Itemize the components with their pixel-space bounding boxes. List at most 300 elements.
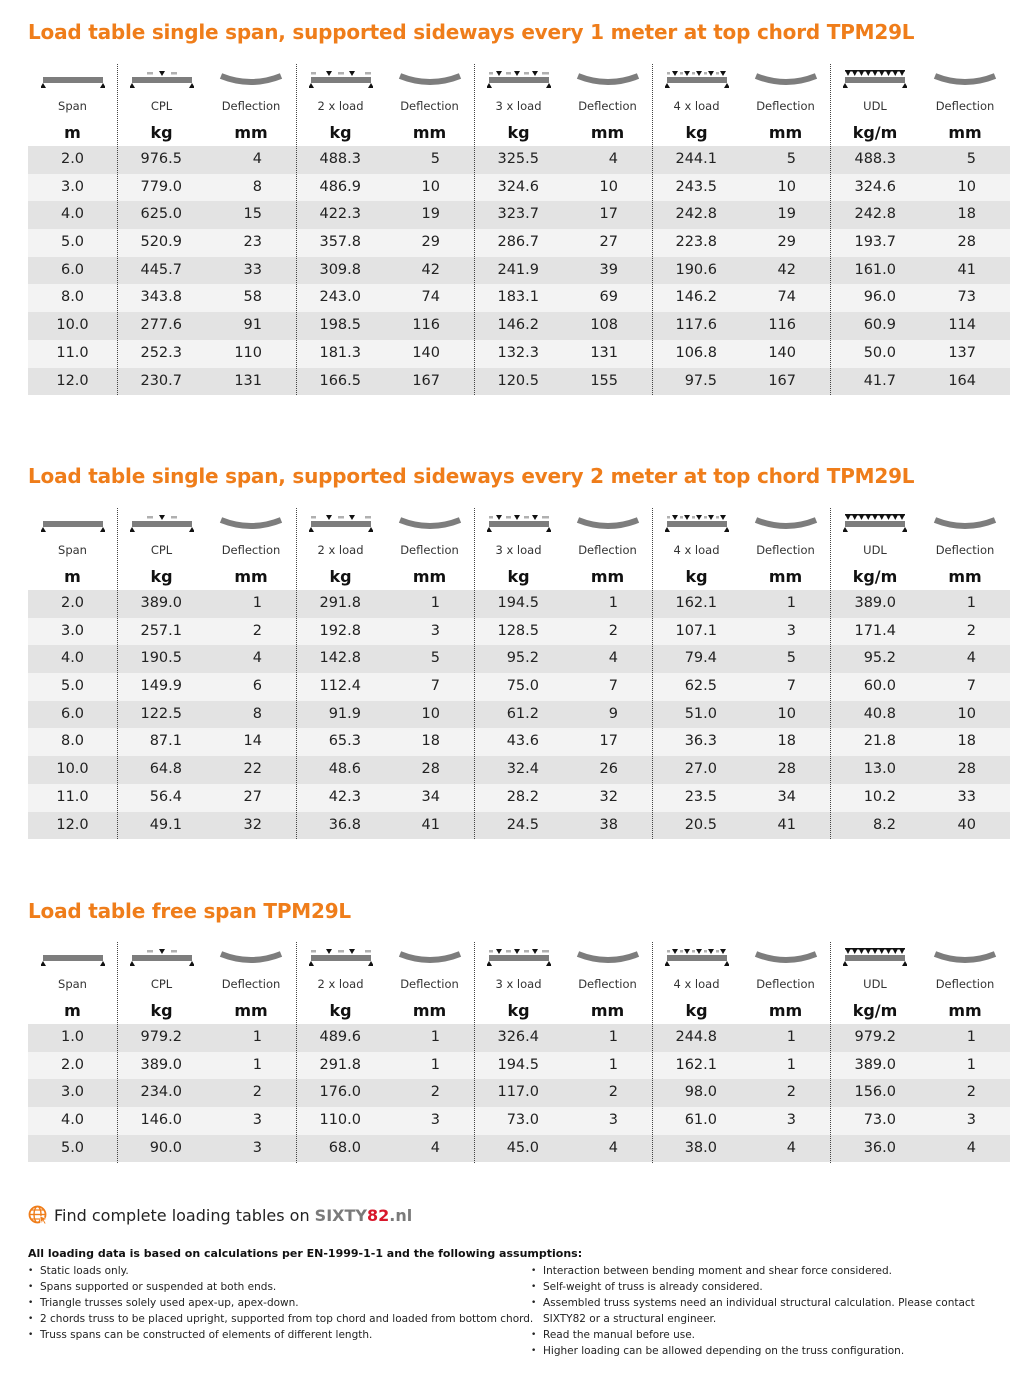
cell-udl: 60.9	[863, 317, 896, 334]
brand-82: 82	[366, 1205, 390, 1225]
column-divider	[474, 64, 475, 395]
cell-cpl-deflection: 6	[252, 678, 262, 695]
cell-two-load: 488.3	[319, 151, 361, 167]
cell-two-load: 357.8	[319, 234, 361, 251]
cell-udl-deflection: 4	[966, 650, 976, 667]
cell-two-load-deflection: 167	[412, 372, 440, 389]
cell-four-load: 79.4	[684, 650, 717, 667]
cell-cpl: 49.1	[149, 816, 182, 833]
cell-four-load-deflection: 10	[777, 705, 796, 722]
cell-four-load-deflection: 1	[786, 1056, 796, 1073]
cell-span: 12.0	[56, 816, 89, 833]
cell-two-load: 243.0	[319, 289, 361, 306]
cell-three-load-deflection: 1	[608, 1029, 618, 1045]
cell-three-load: 95.2	[506, 650, 539, 667]
cell-span: 3.0	[60, 178, 85, 195]
cell-cpl-deflection: 131	[234, 372, 262, 389]
cell-span: 4.0	[60, 650, 85, 667]
deflection-curve-icon	[741, 64, 830, 94]
column-label-udl: UDL	[863, 543, 887, 557]
cell-three-load-deflection: 7	[608, 678, 618, 695]
column-label-row	[28, 94, 1010, 118]
cell-cpl: 277.6	[140, 317, 182, 334]
cell-three-load: 24.5	[506, 816, 539, 833]
column-label-row	[28, 538, 1010, 562]
cell-four-load-deflection: 41	[777, 816, 796, 833]
cell-three-load-deflection: 1	[608, 1056, 618, 1073]
column-unit-two-load: kg	[329, 1000, 352, 1020]
cell-cpl-deflection: 110	[234, 344, 262, 361]
link-text: Find complete loading tables on	[54, 1205, 315, 1225]
column-divider	[830, 942, 831, 1163]
column-unit-two-load-deflection: mm	[412, 122, 447, 142]
cell-two-load-deflection: 2	[430, 1084, 440, 1101]
cell-three-load: 28.2	[506, 788, 539, 805]
cell-cpl: 976.5	[140, 151, 182, 167]
cell-three-load: 241.9	[497, 261, 539, 278]
cell-four-load: 244.8	[675, 1029, 717, 1045]
section-title: Load table single span, supported sideways every 1 meter at top chord TPM29L	[28, 20, 915, 44]
cell-three-load-deflection: 2	[608, 622, 618, 639]
note-item: • Assembled truss systems need an individual structural calculation. Please contact SIXTY82 or a structural engineer.	[531, 1295, 1001, 1327]
cell-three-load-deflection: 27	[599, 234, 618, 251]
column-label-cpl-deflection: Deflection	[221, 99, 281, 113]
column-label-span: Span	[58, 99, 87, 113]
column-label-two-load-deflection: Deflection	[400, 543, 459, 557]
cell-four-load: 106.8	[675, 344, 717, 361]
column-unit-three-load: kg	[507, 566, 530, 586]
cell-span: 5.0	[60, 1139, 85, 1156]
cell-udl-deflection: 7	[966, 678, 976, 695]
deflection-curve-icon	[206, 942, 296, 972]
cell-udl-deflection: 10	[957, 705, 976, 722]
column-unit-udl-deflection: mm	[948, 566, 982, 586]
cell-three-load: 117.0	[497, 1084, 539, 1101]
column-unit-udl-deflection: mm	[948, 1000, 982, 1020]
notes-heading: All loading data is based on calculations per EN-1999-1-1 and the following assumptions:	[28, 1247, 583, 1260]
cell-two-load: 486.9	[319, 178, 361, 195]
cell-four-load-deflection: 5	[786, 650, 796, 667]
cell-two-load: 68.0	[328, 1139, 361, 1156]
cell-span: 2.0	[60, 151, 85, 167]
column-label-cpl-deflection: Deflection	[221, 977, 281, 991]
cell-four-load: 36.3	[684, 733, 717, 750]
cell-four-load-deflection: 1	[786, 1029, 796, 1045]
cell-udl: 13.0	[863, 761, 896, 778]
cell-two-load: 91.9	[328, 705, 361, 722]
column-label-cpl: CPL	[150, 99, 173, 113]
deflection-curve-icon	[206, 508, 296, 538]
deflection-curve-icon	[206, 64, 296, 94]
cell-two-load: 291.8	[319, 595, 361, 611]
cell-three-load-deflection: 4	[608, 650, 618, 667]
cell-four-load-deflection: 167	[768, 372, 796, 389]
cell-four-load-deflection: 2	[786, 1084, 796, 1101]
column-label-row	[28, 972, 1010, 996]
column-divider	[652, 64, 653, 395]
cell-three-load-deflection: 9	[608, 705, 618, 722]
cell-three-load-deflection: 69	[599, 289, 618, 306]
cell-two-load-deflection: 7	[430, 678, 440, 695]
cell-four-load-deflection: 42	[777, 261, 796, 278]
table-row	[28, 229, 1010, 257]
span-beam-icon	[28, 64, 117, 94]
column-unit-two-load: kg	[329, 566, 352, 586]
cell-two-load: 181.3	[319, 344, 361, 361]
cell-two-load-deflection: 5	[430, 151, 440, 167]
cell-cpl-deflection: 33	[243, 261, 262, 278]
cell-cpl: 343.8	[140, 289, 182, 306]
cell-udl: 50.0	[863, 344, 896, 361]
three-load-beam-icon	[474, 508, 563, 538]
cell-udl: 171.4	[854, 622, 896, 639]
column-label-three-load-deflection: Deflection	[578, 543, 637, 557]
cell-four-load: 162.1	[675, 595, 717, 611]
column-unit-three-load-deflection: mm	[590, 122, 625, 142]
cell-udl: 41.7	[863, 372, 896, 389]
cell-two-load-deflection: 34	[421, 788, 440, 805]
column-label-span: Span	[58, 543, 87, 557]
table-row	[28, 146, 1010, 174]
cell-three-load: 325.5	[497, 151, 539, 167]
cell-four-load: 242.8	[675, 206, 717, 223]
column-label-udl: UDL	[863, 977, 887, 991]
cell-four-load: 20.5	[684, 816, 717, 833]
cell-four-load: 51.0	[684, 705, 717, 722]
column-unit-cpl: kg	[150, 1000, 173, 1020]
cell-cpl-deflection: 22	[243, 761, 262, 778]
cell-cpl: 625.0	[140, 206, 182, 223]
column-divider	[830, 64, 831, 395]
column-unit-three-load: kg	[507, 122, 530, 142]
cell-four-load: 107.1	[675, 622, 717, 639]
cell-three-load: 326.4	[497, 1029, 539, 1045]
cell-cpl-deflection: 14	[243, 733, 262, 750]
icon-row	[28, 64, 1010, 94]
deflection-curve-icon	[563, 64, 652, 94]
cell-udl: 10.2	[863, 788, 896, 805]
column-unit-four-load: kg	[685, 566, 708, 586]
column-divider	[474, 508, 475, 839]
table-row	[28, 1024, 1010, 1052]
brand-sixty: SIXTY	[314, 1205, 367, 1225]
column-label-three-load: 3 x load	[495, 977, 542, 991]
column-divider	[117, 942, 118, 1163]
cell-two-load-deflection: 3	[430, 1112, 440, 1129]
cell-three-load: 183.1	[497, 289, 539, 306]
cell-cpl: 520.9	[140, 234, 182, 251]
table-row	[28, 312, 1010, 340]
cell-cpl-deflection: 23	[243, 234, 262, 251]
table-row	[28, 340, 1010, 368]
cell-two-load-deflection: 4	[430, 1139, 440, 1156]
cell-cpl-deflection: 58	[243, 289, 262, 306]
cell-span: 10.0	[56, 317, 89, 334]
cell-two-load: 48.6	[328, 761, 361, 778]
table-row	[28, 1135, 1010, 1163]
cell-udl: 73.0	[863, 1112, 896, 1129]
cell-three-load: 61.2	[506, 705, 539, 722]
cell-cpl: 190.5	[140, 650, 182, 667]
column-label-udl-deflection: Deflection	[935, 543, 995, 557]
cell-udl: 488.3	[854, 151, 896, 167]
column-label-two-load: 2 x load	[317, 977, 364, 991]
cell-udl-deflection: 4	[966, 1139, 976, 1156]
cell-udl-deflection: 28	[957, 234, 976, 251]
deflection-curve-icon	[920, 942, 1010, 972]
cell-cpl: 64.8	[149, 761, 182, 778]
cell-cpl-deflection: 4	[252, 151, 262, 167]
cell-cpl-deflection: 1	[252, 595, 262, 611]
cell-three-load-deflection: 4	[608, 1139, 618, 1156]
column-label-udl-deflection: Deflection	[935, 99, 995, 113]
cell-span: 6.0	[60, 261, 85, 278]
cell-four-load: 223.8	[675, 234, 717, 251]
cell-cpl: 122.5	[140, 705, 182, 722]
column-unit-two-load: kg	[329, 122, 352, 142]
cell-cpl: 146.0	[140, 1112, 182, 1129]
span-beam-icon	[28, 508, 117, 538]
cell-udl-deflection: 2	[966, 1084, 976, 1101]
cell-cpl: 257.1	[140, 622, 182, 639]
website-link[interactable]	[28, 1205, 412, 1225]
note-item: • Interaction between bending moment and shear force considered.	[531, 1263, 1001, 1279]
column-label-four-load-deflection: Deflection	[756, 977, 815, 991]
cell-three-load-deflection: 2	[608, 1084, 618, 1101]
column-label-two-load: 2 x load	[317, 99, 364, 113]
column-unit-cpl-deflection: mm	[234, 1000, 268, 1020]
cell-two-load-deflection: 74	[421, 289, 440, 306]
table-row	[28, 1052, 1010, 1080]
cell-two-load: 65.3	[328, 733, 361, 750]
note-item: • Self-weight of truss is already considered.	[531, 1279, 1001, 1295]
cell-four-load-deflection: 3	[786, 1112, 796, 1129]
deflection-curve-icon	[741, 942, 830, 972]
cell-four-load-deflection: 28	[777, 761, 796, 778]
column-label-three-load-deflection: Deflection	[578, 99, 637, 113]
column-unit-four-load: kg	[685, 122, 708, 142]
column-divider	[474, 942, 475, 1163]
column-label-four-load: 4 x load	[673, 543, 720, 557]
note-item: • Static loads only.	[28, 1263, 533, 1279]
three-load-beam-icon	[474, 64, 563, 94]
cell-four-load-deflection: 5	[786, 151, 796, 167]
cell-two-load: 489.6	[319, 1029, 361, 1045]
column-label-four-load-deflection: Deflection	[756, 543, 815, 557]
cpl-beam-icon	[117, 64, 206, 94]
cell-span: 2.0	[60, 595, 85, 611]
cell-udl: 95.2	[863, 650, 896, 667]
cell-three-load-deflection: 4	[608, 151, 618, 167]
cell-span: 1.0	[60, 1029, 85, 1045]
table-row	[28, 673, 1010, 701]
table-row	[28, 728, 1010, 756]
deflection-curve-icon	[920, 508, 1010, 538]
cell-cpl: 252.3	[140, 344, 182, 361]
column-unit-four-load-deflection: mm	[768, 1000, 803, 1020]
cell-three-load-deflection: 10	[599, 178, 618, 195]
cell-two-load: 110.0	[319, 1112, 361, 1129]
cell-four-load-deflection: 140	[768, 344, 796, 361]
cell-three-load-deflection: 1	[608, 595, 618, 611]
note-item: • Triangle trusses solely used apex-up, apex-down.	[28, 1295, 533, 1311]
table-row	[28, 784, 1010, 812]
cell-two-load: 192.8	[319, 622, 361, 639]
cell-four-load: 117.6	[675, 317, 717, 334]
column-label-four-load: 4 x load	[673, 99, 720, 113]
table-row	[28, 1079, 1010, 1107]
cell-span: 2.0	[60, 1056, 85, 1073]
cell-three-load-deflection: 38	[599, 816, 618, 833]
cell-udl: 60.0	[863, 678, 896, 695]
cell-three-load: 73.0	[506, 1112, 539, 1129]
table-row	[28, 618, 1010, 646]
column-unit-cpl: kg	[150, 122, 173, 142]
column-unit-two-load-deflection: mm	[412, 1000, 447, 1020]
cell-four-load-deflection: 4	[786, 1139, 796, 1156]
cell-udl-deflection: 41	[957, 261, 976, 278]
column-divider	[296, 508, 297, 839]
three-load-beam-icon	[474, 942, 563, 972]
cell-three-load: 286.7	[497, 234, 539, 251]
cell-span: 12.0	[56, 372, 89, 389]
cell-cpl-deflection: 1	[252, 1029, 262, 1045]
cell-cpl-deflection: 2	[252, 1084, 262, 1101]
cell-cpl-deflection: 4	[252, 650, 262, 667]
deflection-curve-icon	[385, 64, 474, 94]
cell-udl-deflection: 1	[966, 1029, 976, 1045]
span-beam-icon	[28, 942, 117, 972]
cpl-beam-icon	[117, 942, 206, 972]
column-unit-cpl: kg	[150, 566, 173, 586]
icon-row	[28, 508, 1010, 538]
cell-two-load-deflection: 1	[430, 1029, 440, 1045]
two-load-beam-icon	[296, 64, 385, 94]
cell-udl-deflection: 28	[957, 761, 976, 778]
cell-udl: 96.0	[863, 289, 896, 306]
cell-udl-deflection: 114	[948, 317, 976, 334]
cell-three-load: 324.6	[497, 178, 539, 195]
cell-udl-deflection: 10	[957, 178, 976, 195]
cell-udl-deflection: 73	[957, 289, 976, 306]
column-unit-row	[28, 118, 1010, 146]
cell-udl-deflection: 18	[957, 733, 976, 750]
cell-udl: 389.0	[854, 595, 896, 611]
cell-cpl-deflection: 27	[243, 788, 262, 805]
brand-domain: .nl	[389, 1205, 413, 1225]
two-load-beam-icon	[296, 942, 385, 972]
four-load-beam-icon	[652, 508, 741, 538]
cell-three-load: 128.5	[497, 622, 539, 639]
cpl-beam-icon	[117, 508, 206, 538]
column-label-cpl: CPL	[150, 977, 173, 991]
table-row	[28, 1107, 1010, 1135]
cell-span: 5.0	[60, 234, 85, 251]
cell-cpl-deflection: 2	[252, 622, 262, 639]
cell-span: 10.0	[56, 761, 89, 778]
table-row	[28, 174, 1010, 202]
column-divider	[296, 942, 297, 1163]
cell-cpl: 779.0	[140, 178, 182, 195]
cell-four-load: 162.1	[675, 1056, 717, 1073]
cell-two-load-deflection: 10	[421, 705, 440, 722]
cell-three-load-deflection: 3	[608, 1112, 618, 1129]
cell-two-load-deflection: 5	[430, 650, 440, 667]
udl-beam-icon	[830, 508, 920, 538]
column-label-span: Span	[58, 977, 87, 991]
two-load-beam-icon	[296, 508, 385, 538]
four-load-beam-icon	[652, 64, 741, 94]
cell-udl: 979.2	[854, 1029, 896, 1045]
cell-cpl: 56.4	[149, 788, 182, 805]
cell-cpl-deflection: 91	[243, 317, 262, 334]
cell-four-load-deflection: 18	[777, 733, 796, 750]
cell-four-load: 243.5	[675, 178, 717, 195]
column-unit-cpl-deflection: mm	[234, 122, 268, 142]
cell-three-load-deflection: 17	[599, 733, 618, 750]
cell-span: 11.0	[56, 788, 89, 805]
cell-span: 6.0	[60, 705, 85, 722]
section-title: Load table single span, supported sideways every 2 meter at top chord TPM29L	[28, 464, 915, 488]
notes-list-right	[531, 1263, 1001, 1359]
column-label-four-load: 4 x load	[673, 977, 720, 991]
cell-udl-deflection: 18	[957, 206, 976, 223]
cell-four-load: 27.0	[684, 761, 717, 778]
column-unit-four-load-deflection: mm	[768, 566, 803, 586]
cell-three-load: 194.5	[497, 1056, 539, 1073]
cell-three-load-deflection: 108	[590, 317, 618, 334]
cell-two-load: 142.8	[319, 650, 361, 667]
cell-cpl-deflection: 8	[252, 178, 262, 195]
column-unit-span: m	[64, 1000, 81, 1020]
cell-udl: 389.0	[854, 1056, 896, 1073]
cell-four-load: 98.0	[684, 1084, 717, 1101]
cell-udl-deflection: 164	[948, 372, 976, 389]
column-unit-four-load-deflection: mm	[768, 122, 803, 142]
cell-four-load: 62.5	[684, 678, 717, 695]
cell-cpl: 389.0	[140, 1056, 182, 1073]
column-divider	[652, 942, 653, 1163]
column-divider	[296, 64, 297, 395]
cell-four-load-deflection: 34	[777, 788, 796, 805]
cell-three-load: 146.2	[497, 317, 539, 334]
cell-udl: 36.0	[863, 1139, 896, 1156]
cell-udl-deflection: 5	[966, 151, 976, 167]
column-unit-two-load-deflection: mm	[412, 566, 447, 586]
cell-udl-deflection: 137	[948, 344, 976, 361]
cell-three-load-deflection: 131	[590, 344, 618, 361]
cell-four-load-deflection: 74	[777, 289, 796, 306]
note-item: • Truss spans can be constructed of elements of different length.	[28, 1327, 533, 1343]
cell-three-load-deflection: 39	[599, 261, 618, 278]
column-divider	[830, 508, 831, 839]
cell-udl: 242.8	[854, 206, 896, 223]
deflection-curve-icon	[563, 508, 652, 538]
cell-two-load-deflection: 1	[430, 1056, 440, 1073]
four-load-beam-icon	[652, 942, 741, 972]
column-unit-udl: kg/m	[852, 566, 898, 586]
table-row	[28, 812, 1010, 840]
column-label-three-load: 3 x load	[495, 543, 542, 557]
cell-four-load-deflection: 10	[777, 178, 796, 195]
cell-cpl: 149.9	[140, 678, 182, 695]
cell-four-load: 190.6	[675, 261, 717, 278]
cell-three-load: 120.5	[497, 372, 539, 389]
cell-two-load-deflection: 10	[421, 178, 440, 195]
cell-udl-deflection: 33	[957, 788, 976, 805]
column-label-cpl-deflection: Deflection	[221, 543, 281, 557]
cell-two-load: 166.5	[319, 372, 361, 389]
